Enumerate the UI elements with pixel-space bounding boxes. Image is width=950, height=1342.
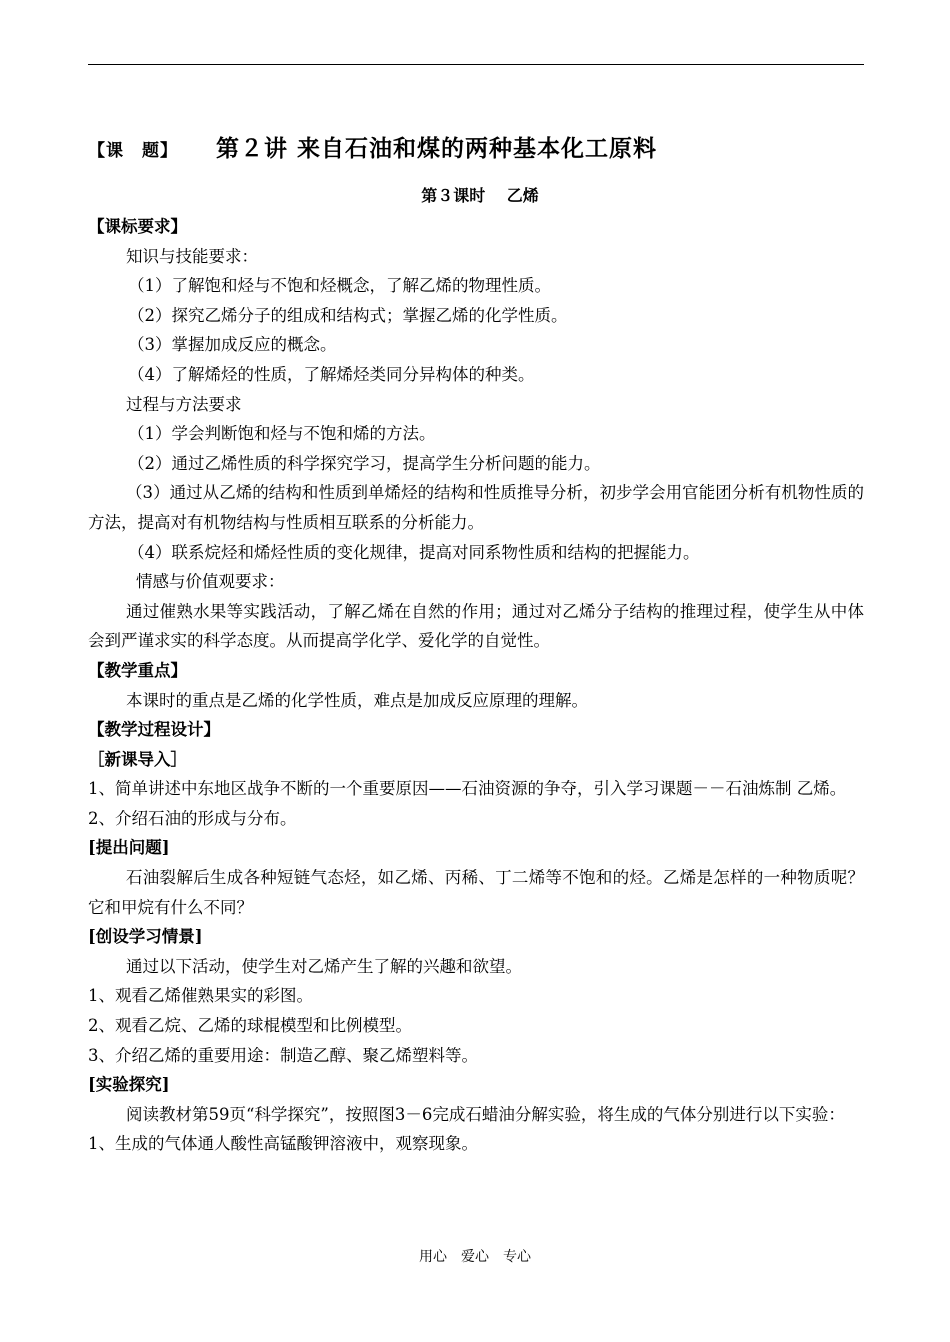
title-row [88, 130, 864, 174]
lesson-label: 【课 题】 [88, 141, 178, 161]
header-rule [88, 64, 864, 65]
process-heading: 过程与方法要求 [126, 394, 242, 414]
standards-heading: 【课标要求】 [88, 217, 187, 236]
scenario-item: 1、观看乙烯催熟果实的彩图。 [88, 986, 313, 1006]
emotion-heading: 情感与价值观要求： [136, 572, 285, 592]
page-title: 第２讲 来自石油和煤的两种基本化工原料 [216, 135, 658, 162]
intro-item-1: 1、简单讲述中东地区战争不断的一个重要原因——石油资源的争夺，引入学习课题－－石油炼制 乙烯。 [88, 779, 847, 799]
knowledge-item: （2）探究乙烯分子的组成和结构式；掌握乙烯的化学性质。 [128, 305, 568, 325]
question-text: 石油裂解后生成各种短链气态烃，如乙烯、丙稀、丁二烯等不饱和的烃。乙烯是怎样的一种物质呢？它和甲烷有什么不同？ [88, 868, 864, 917]
knowledge-heading: 知识与技能要求： [126, 246, 258, 266]
document-body [88, 130, 864, 1159]
process-item-3: （3）通过从乙烯的结构和性质到单烯烃的结构和性质推导分析，初步学会用官能团分析有机物性质的方法，提高对有机物结构与性质相互联系的分析能力。 [88, 483, 864, 532]
experiment-item-1: 1、生成的气体通人酸性高锰酸钾溶液中，观察现象。 [88, 1134, 478, 1154]
intro-item-2: 2、介绍石油的形成与分布。 [88, 808, 297, 828]
page-subtitle: 第３课时 乙烯 [421, 186, 539, 205]
process-item: （1）学会判断饱和烃与不饱和烯的方法。 [128, 424, 436, 444]
experiment-text: 阅读教材第59页“科学探究”，按照图3－6完成石蜡油分解实验，将生成的气体分别进行以下实验： [126, 1104, 845, 1124]
question-heading: [提出问题] [88, 838, 170, 858]
scenario-heading: [创设学习情景] [88, 927, 203, 947]
key-points-heading: 【教学重点】 [88, 660, 187, 680]
key-points-text: 本课时的重点是乙烯的化学性质，难点是加成反应原理的理解。 [126, 690, 588, 710]
scenario-intro: 通过以下活动，使学生对乙烯产生了解的兴趣和欲望。 [126, 956, 522, 976]
experiment-heading: [实验探究] [88, 1075, 170, 1095]
intro-heading: ［新课导入］ [88, 749, 187, 769]
process-item: （2）通过乙烯性质的科学探究学习，提高学生分析问题的能力。 [128, 453, 601, 473]
knowledge-item: （3）掌握加成反应的概念。 [128, 335, 337, 355]
scenario-item: 3、介绍乙烯的重要用途：制造乙醇、聚乙烯塑料等。 [88, 1045, 478, 1065]
knowledge-item: （1）了解饱和烃与不饱和烃概念，了解乙烯的物理性质。 [128, 276, 551, 296]
design-heading: 【教学过程设计】 [88, 720, 220, 740]
process-item-4: （4）联系烷烃和烯烃性质的变化规律，提高对同系物性质和结构的把握能力。 [128, 542, 700, 562]
page-footer: 用心 爱心 专心 [419, 1249, 531, 1265]
knowledge-item: （4）了解烯烃的性质，了解烯烃类同分异构体的种类。 [128, 364, 535, 384]
emotion-text: 通过催熟水果等实践活动，了解乙烯在自然的作用；通过对乙烯分子结构的推理过程，使学生从中体会到严谨求实的科学态度。从而提高学化学、爱化学的自觉性。 [88, 601, 864, 651]
scenario-item: 2、观看乙烷、乙烯的球棍模型和比例模型。 [88, 1016, 412, 1036]
